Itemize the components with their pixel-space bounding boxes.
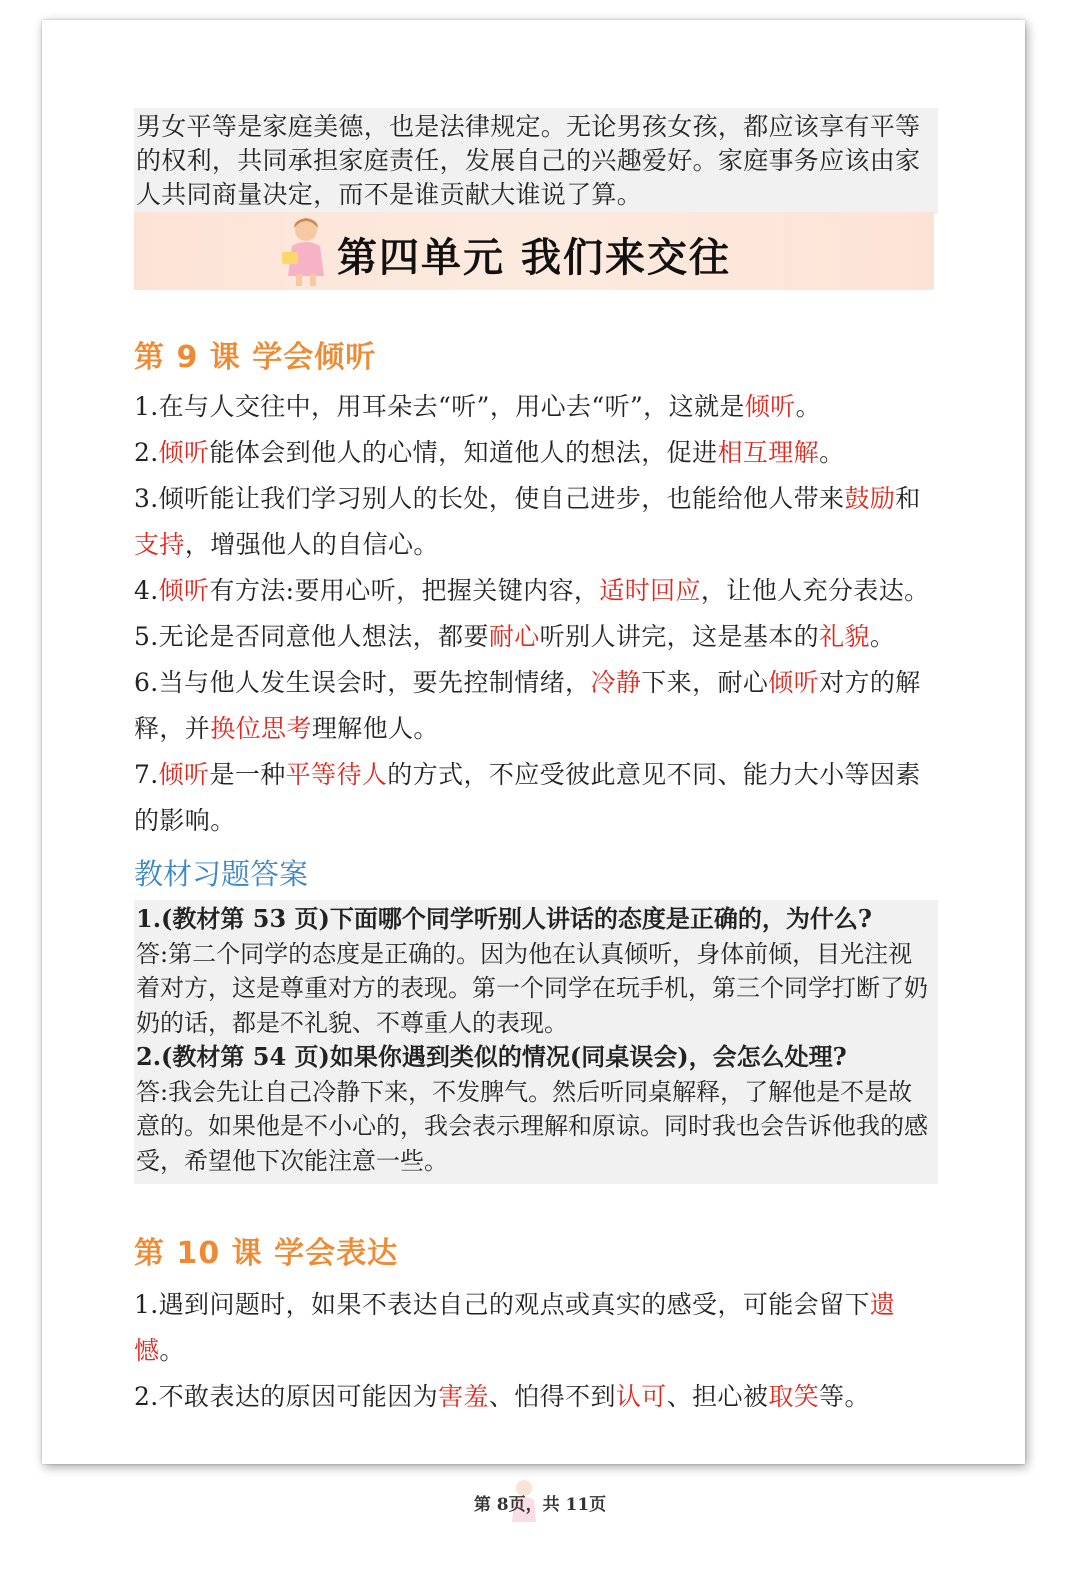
highlight-term: 冷静: [590, 668, 642, 697]
point-text: 下来，耐心: [641, 668, 769, 697]
highlight-term: 礼貌: [819, 622, 870, 651]
point-text: 和: [895, 484, 921, 513]
highlight-term: 倾听: [158, 438, 210, 467]
point-text: 能体会到他人的心情，知道他人的想法，促进: [209, 438, 718, 467]
point-text: 是一种: [209, 760, 286, 789]
exercise-answers: [134, 900, 938, 1184]
highlight-term: 倾听: [768, 668, 820, 697]
highlight-term: 相互理解: [717, 438, 820, 467]
unit-banner: [134, 212, 934, 290]
exercise-answer: 答:第二个同学的态度是正确的。因为他在认真倾听，身体前倾，目光注视着对方，这是尊重对方的表现。第一个同学在玩手机，第三个同学打断了奶奶的话，都是不礼貌、不尊重人的表现。: [136, 939, 928, 1037]
point-text: 理解他人。: [311, 714, 439, 743]
point-text: 有方法:要用心听，把握关键内容，: [209, 576, 600, 605]
point-item: [134, 1374, 934, 1420]
highlight-term: 倾听: [744, 392, 796, 421]
exercise-question: 2.(教材第 54 页)如果你遇到类似的情况(同桌误会)，会怎么处理?: [136, 1042, 847, 1071]
point-text: ，让他人充分表达。: [700, 576, 930, 605]
point-item: [134, 614, 934, 660]
point-text: 倾听能让我们学习别人的长处，使自己进步，也能给他人带来: [158, 484, 845, 513]
lesson-10-points: [134, 1282, 934, 1420]
highlight-term: 支持: [134, 530, 185, 559]
exercise-question: 1.(教材第 53 页)下面哪个同学听别人讲话的态度是正确的，为什么?: [136, 904, 872, 933]
lesson-9-title: 第 9 课 学会倾听: [134, 340, 377, 375]
point-text: 无论是否同意他人想法，都要: [158, 622, 489, 651]
point-text: 。: [795, 392, 821, 421]
point-number: 4.: [134, 576, 159, 605]
point-text: 不敢表达的原因可能因为: [158, 1382, 439, 1411]
point-text: 对方的解释，并: [134, 668, 921, 743]
point-item: [134, 660, 934, 752]
exercises-title: 教材习题答案: [134, 857, 309, 891]
point-item: [134, 752, 934, 844]
point-text: 。: [869, 622, 896, 651]
exercise-answer: 答:我会先让自己冷静下来，不发脾气。然后听同桌解释，了解他是不是故意的。如果他是不小心的，我会表示理解和原谅。同时我也会告诉他我的感受，希望他下次能注意一些。: [136, 1077, 928, 1175]
point-text: 听别人讲完，这是基本的: [539, 622, 820, 651]
highlight-term: 换位思考: [210, 714, 312, 743]
point-number: 7.: [134, 760, 159, 789]
point-item: [134, 476, 934, 568]
point-text: 遇到问题时，如果不表达自己的观点或真实的感受，可能会留下: [158, 1290, 870, 1319]
page-footer: 第 8页，共 11页: [473, 1495, 607, 1515]
point-number: 3.: [134, 484, 159, 513]
point-item: [134, 384, 934, 430]
point-number: 6.: [134, 668, 159, 697]
point-text: ，增强他人的自信心。: [184, 530, 439, 559]
highlight-term: 认可: [615, 1382, 667, 1411]
point-text: 当与他人发生误会时，要先控制情绪，: [158, 668, 591, 697]
point-text: 等。: [819, 1382, 870, 1411]
highlight-term: 平等待人: [285, 760, 388, 789]
unit-title: 第四单元 我们来交往: [337, 234, 731, 281]
lesson-9-points: [134, 384, 934, 844]
point-item: [134, 568, 934, 614]
highlight-term: 适时回应: [599, 576, 701, 605]
highlight-term: 遗憾: [134, 1290, 896, 1365]
point-item: [134, 430, 934, 476]
point-text: 、怕得不到: [488, 1382, 616, 1411]
point-number: 2.: [134, 1382, 159, 1411]
intro-paragraph: 男女平等是家庭美德，也是法律规定。无论男孩女孩，都应该享有平等的权利，共同承担家庭责任，发展自己的兴趣爱好。家庭事务应该由家人共同商量决定，而不是谁贡献大谁说了算。: [134, 108, 938, 214]
highlight-term: 倾听: [158, 576, 210, 605]
highlight-term: 取笑: [768, 1382, 820, 1411]
lesson-10-title: 第 10 课 学会表达: [134, 1236, 399, 1271]
point-number: 5.: [134, 622, 159, 651]
point-number: 1.: [134, 1290, 159, 1319]
highlight-term: 倾听: [158, 760, 210, 789]
point-text: 。: [159, 1336, 185, 1365]
point-item: [134, 1282, 934, 1374]
point-number: 1.: [134, 392, 159, 421]
highlight-term: 害羞: [438, 1382, 489, 1411]
point-text: 在与人交往中，用耳朵去“听”，用心去“听”，这就是: [158, 392, 745, 421]
point-text: 。: [819, 438, 845, 467]
point-number: 2.: [134, 438, 159, 467]
highlight-term: 耐心: [488, 622, 540, 651]
highlight-term: 鼓励: [844, 484, 896, 513]
point-text: 的方式，不应受彼此意见不同、能力大小等因素的影响。: [134, 760, 921, 835]
point-text: 、担心被: [666, 1382, 769, 1411]
